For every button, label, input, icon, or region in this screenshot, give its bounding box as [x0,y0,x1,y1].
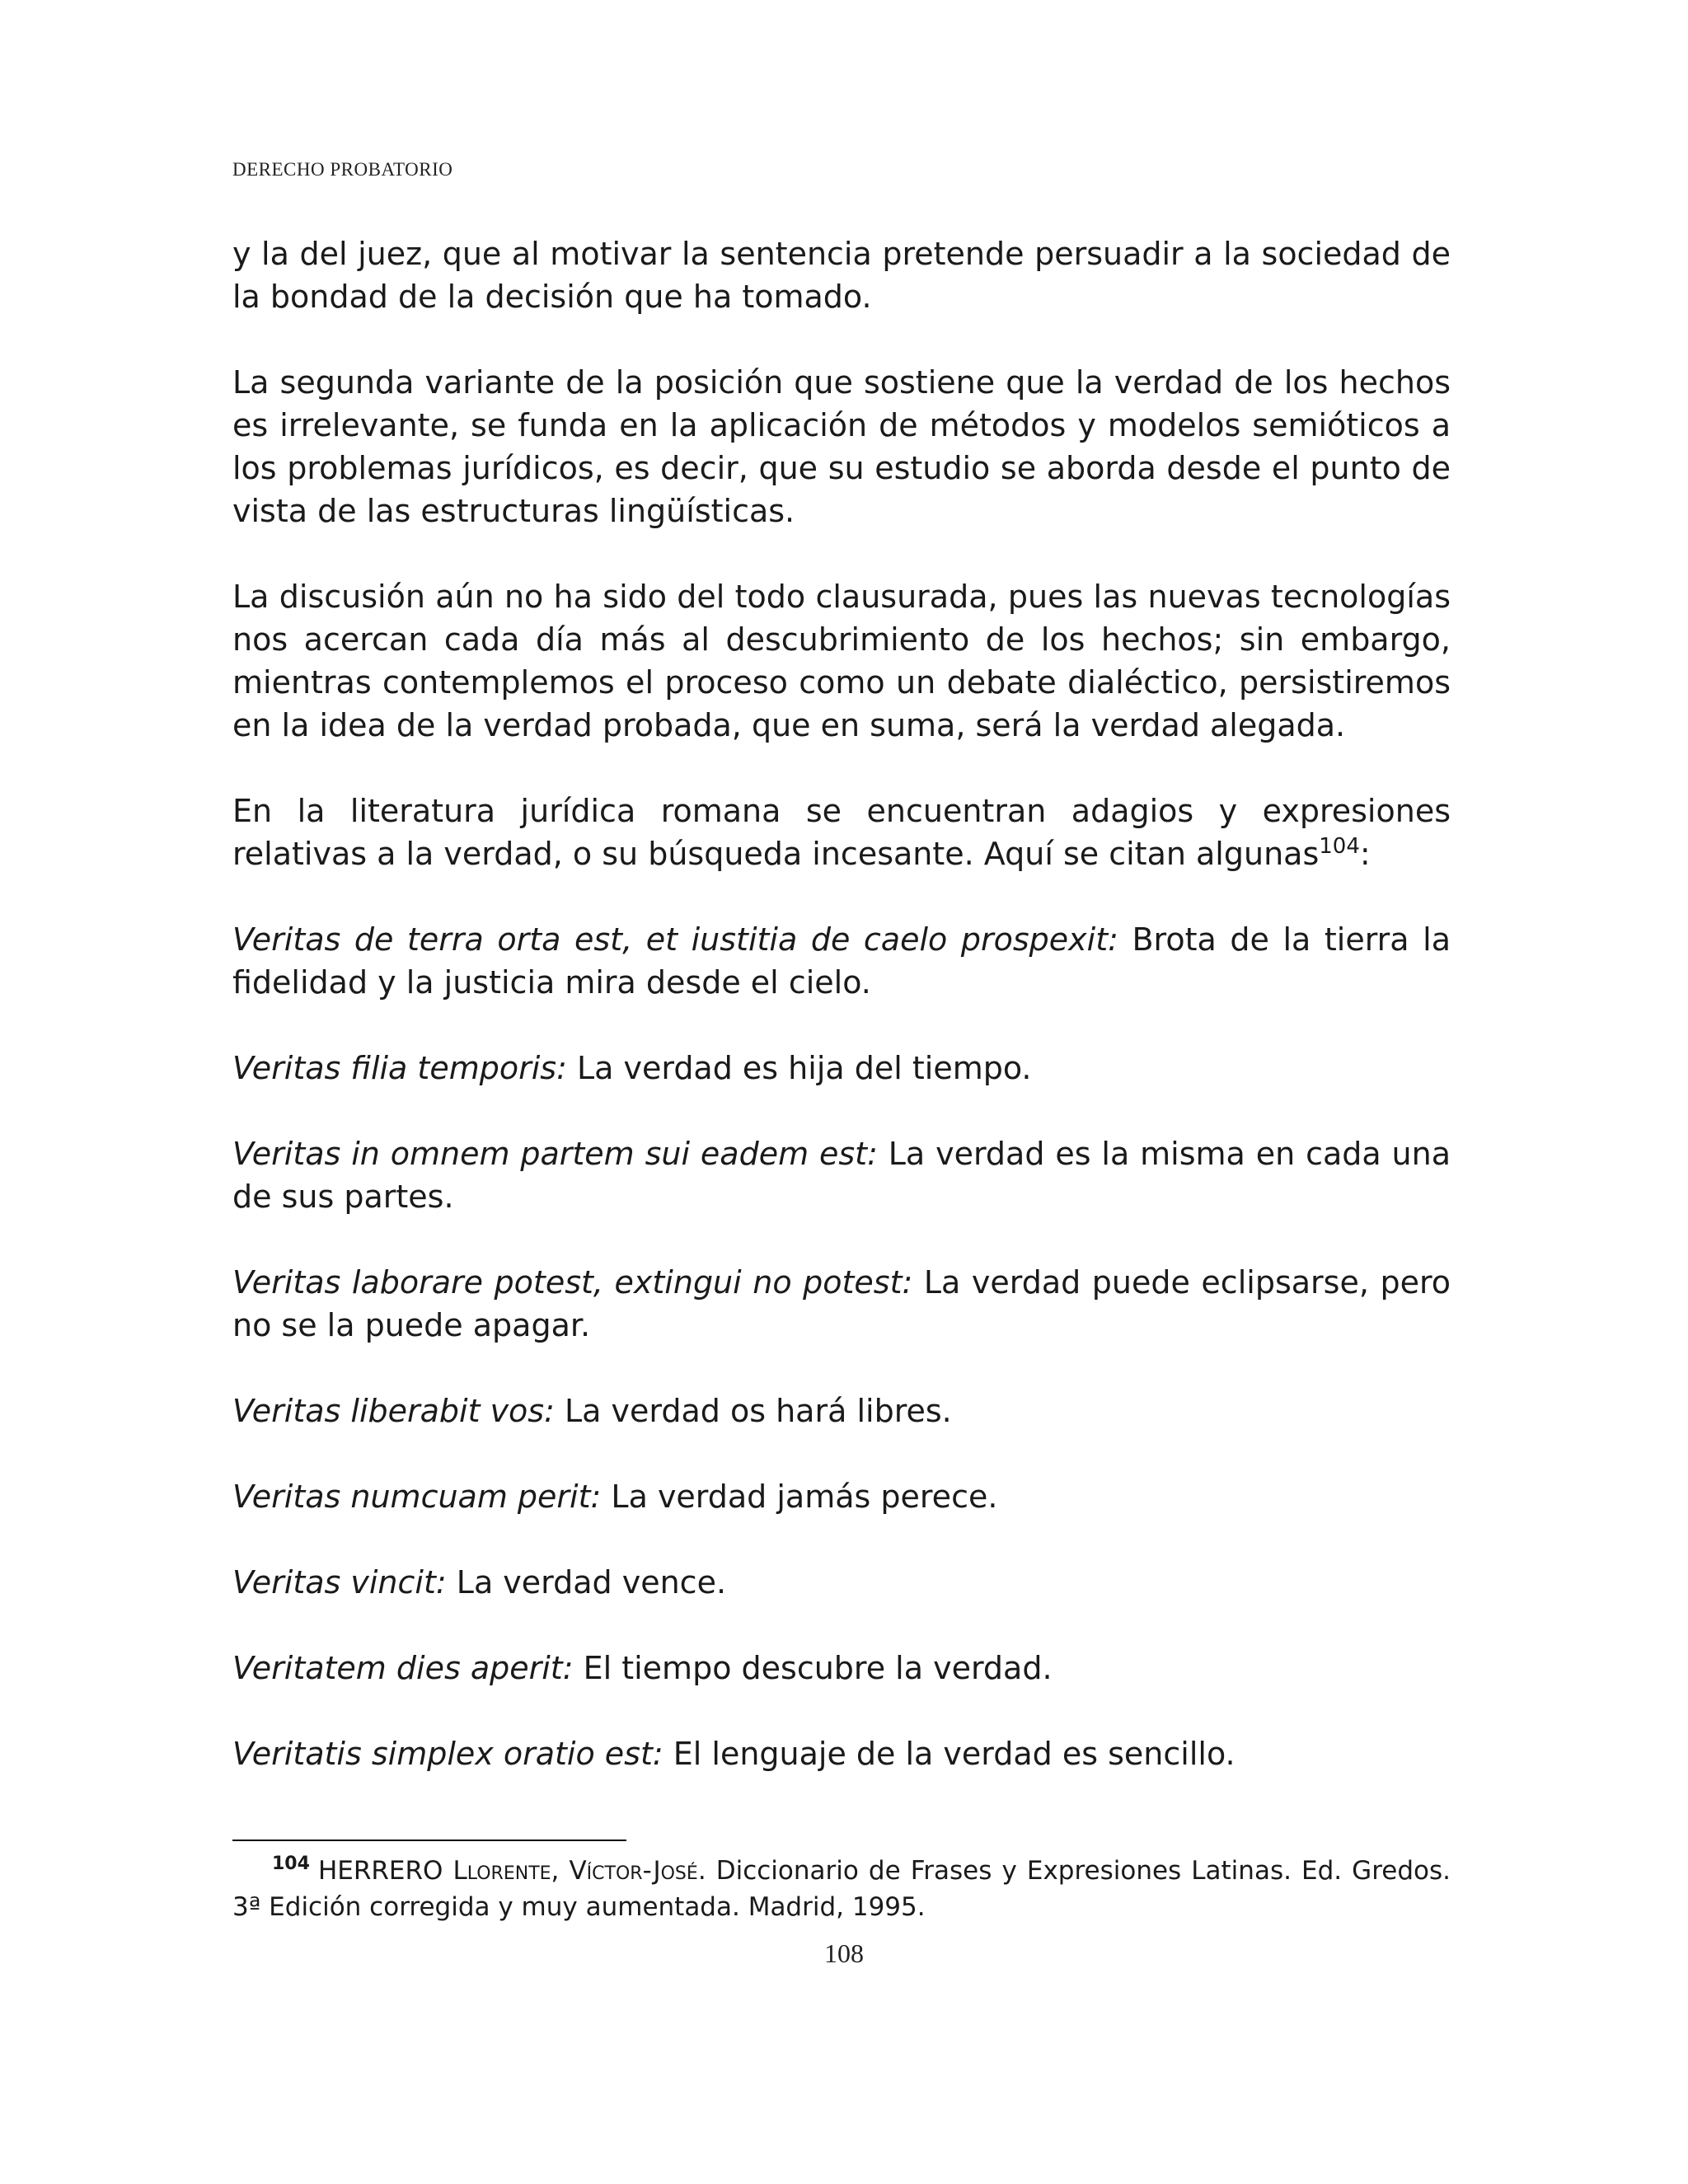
adage-translation: La verdad vence. [446,1564,727,1601]
adage-latin: Veritas numcuam perit: [232,1479,602,1515]
adage-latin: Veritas laborare potest, extingui no potest: [232,1264,913,1301]
adage [232,1732,1451,1775]
adage-translation: El lenguaje de la verdad es sencillo. [663,1736,1236,1772]
adage [232,1132,1451,1218]
paragraph: y la del juez, que al motivar la sentencia pretende persuadir a la sociedad de la bondad de la decisión que ha tomado. [232,236,1451,315]
adage-latin: Veritas de terra orta est, et iustitia de caelo prospexit: [232,921,1118,958]
running-head: DERECHO PROBATORIO [232,159,453,180]
paragraph: La segunda variante de la posición que sostiene que la verdad de los hechos es irrelevante, se funda en la aplicación de métodos y modelos semióticos a los problemas jurídicos, es decir, que su estudio se aborda desde el punto de vista de las estructuras lingüísticas. [232,364,1451,529]
adage-translation: La verdad es hija del tiempo. [566,1050,1032,1086]
adage-latin: Veritas vincit: [232,1564,447,1601]
adage-latin: Veritas in omnem partem sui eadem est: [232,1136,878,1172]
paragraph-tail: : [1359,836,1371,872]
adage-translation: La verdad puede eclipsarse, pero no se la puede apagar. [232,1264,1451,1343]
footnote-author-surname: Llorente [452,1856,551,1886]
body-text [232,232,1451,1818]
adage-translation: El tiempo descubre la verdad. [573,1650,1053,1686]
page-number: 108 [824,1938,864,1968]
adage-translation: La verdad jamás perece. [601,1479,998,1515]
paragraph: La discusión aún no ha sido del todo clausurada, pues las nuevas tecnologías nos acercan cada día más al descubrimiento de los hechos; sin embargo, mientras contemplemos el proceso como un debate dialéctico, persistiremos en la idea de la verdad probada, que en suma, será la verdad alegada. [232,579,1451,743]
footnote-number: 104 [272,1854,310,1874]
adage [232,1390,1451,1432]
adage [232,1475,1451,1518]
adage-translation: Brota de la tierra la fidelidad y la justicia mira desde el cielo. [232,921,1451,1001]
footnote [232,1853,1451,1925]
adage [232,1047,1451,1090]
footnote-citation: . Diccionario de Frases y Expresiones Latinas. Ed. Gredos. 3ª Edición corregida y muy aumentada. Madrid, 1995. [232,1856,1451,1922]
adage [232,1261,1451,1347]
adage [232,1647,1451,1690]
footnote-reference[interactable]: 104 [1319,834,1360,859]
adage [232,1561,1451,1604]
paragraph-with-footnote-ref [232,790,1451,875]
adage-latin: Veritas liberabit vos: [232,1393,555,1429]
adage-latin: Veritatis simplex oratio est: [232,1736,663,1772]
adage-translation: La verdad os hará libres. [554,1393,952,1429]
paragraph-text: En la literatura jurídica romana se encuentran adagios y expresiones relativas a la verdad, o su búsqueda incesante. Aquí se citan algunas [232,793,1451,872]
footnote-separator [232,1840,626,1841]
adage-latin: Veritatem dies aperit: [232,1650,574,1686]
footnote-author-given: Víctor-José [569,1856,698,1886]
footnote-author: HERRERO [317,1856,453,1886]
adage [232,918,1451,1004]
adage-translation: La verdad es la misma en cada una de sus partes. [232,1136,1451,1215]
footnote-separator-text: , [551,1856,570,1886]
adage-latin: Veritas filia temporis: [232,1050,567,1086]
